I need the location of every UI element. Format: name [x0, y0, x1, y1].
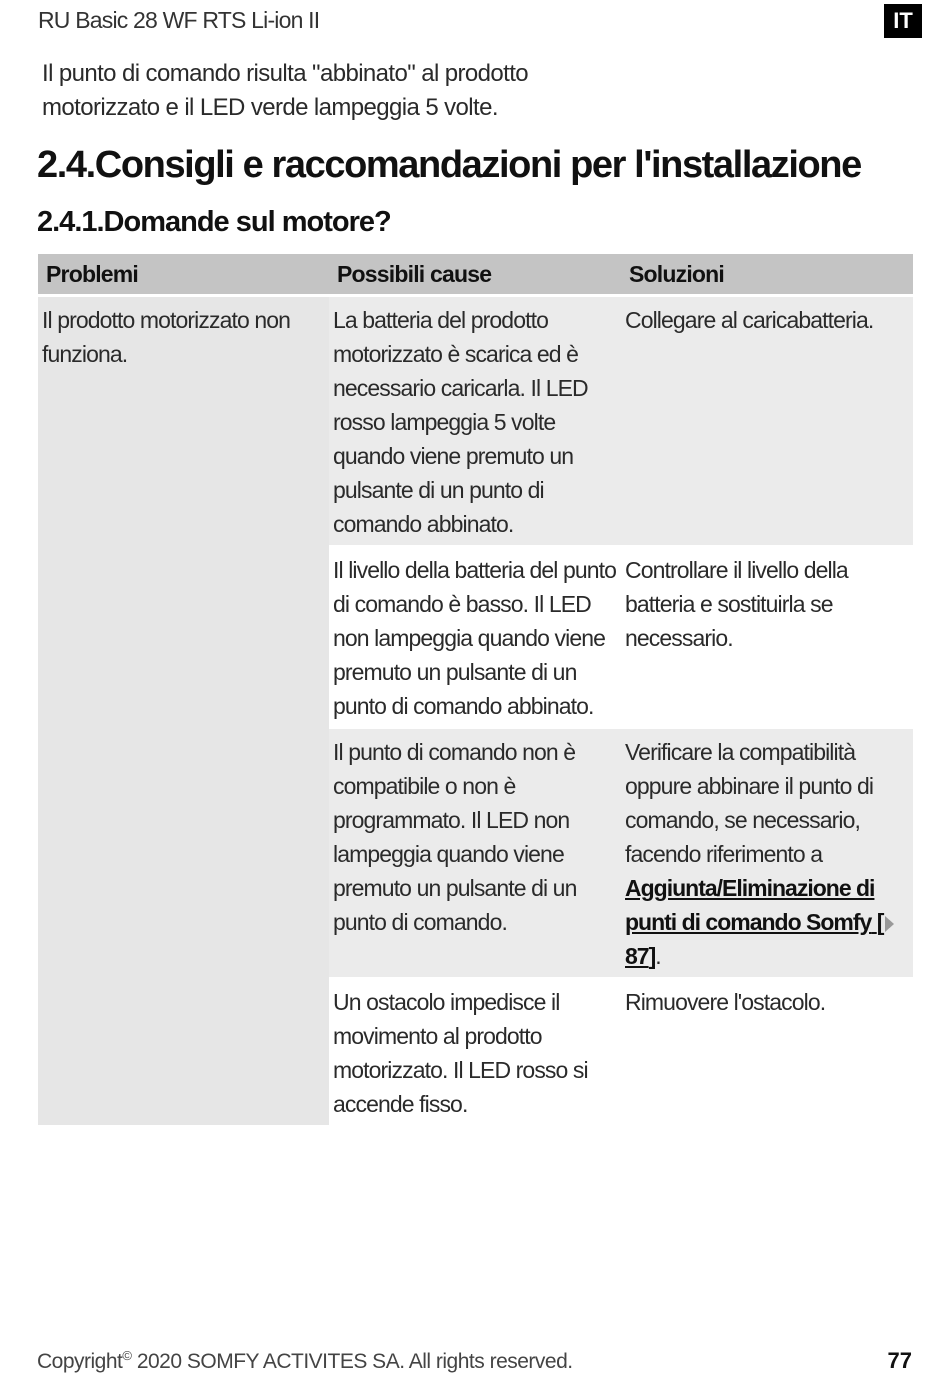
table-row	[38, 297, 913, 547]
copyright-symbol: ©	[122, 1348, 132, 1363]
page-ref-arrow-icon	[885, 916, 894, 932]
cause-cell: Il livello della batteria del punto di comando è basso. Il LED non lampeggia quando viene premuto un pulsante di un punto di comando abbinato.	[329, 547, 621, 729]
cause-cell: La batteria del prodotto motorizzato è scarica ed è necessario caricarla. Il LED rosso lampeggia 5 volte quando viene premuto un pulsante di un punto di comando abbinato.	[329, 297, 621, 547]
column-header-problems: Problemi	[38, 254, 329, 297]
intro-line-2: motorizzato e il LED verde lampeggia 5 volte.	[42, 94, 498, 121]
cause-cell: Il punto di comando non è compatibile o non è programmato. Il LED non lampeggia quando viene premuto un pulsante di un punto di comando.	[329, 729, 621, 979]
table-header-row	[38, 254, 913, 297]
page-ref-open-bracket[interactable]: [	[876, 909, 884, 935]
solution-text: Verificare la compatibilità oppure abbinare il punto di comando, se necessario, facendo riferimento a	[625, 739, 874, 867]
copyright-notice	[37, 1348, 573, 1374]
intro-paragraph	[42, 57, 602, 125]
troubleshooting-table	[38, 254, 913, 1127]
intro-line-1: Il punto di comando risulta "abbinato" al prodotto	[42, 60, 529, 87]
solution-cell	[621, 729, 913, 979]
page-ref-number[interactable]: 87	[625, 943, 649, 969]
cause-cell: Un ostacolo impedisce il movimento al prodotto motorizzato. Il LED rosso si accende fisso.	[329, 979, 621, 1127]
solution-cell: Rimuovere l'ostacolo.	[621, 979, 913, 1127]
page-ref-close-bracket[interactable]: ]	[648, 943, 656, 969]
problem-cell: Il prodotto motorizzato non funziona.	[38, 297, 329, 1127]
column-header-causes: Possibili cause	[329, 254, 621, 297]
column-header-solutions: Soluzioni	[621, 254, 913, 297]
solution-period: .	[655, 943, 661, 969]
document-title: RU Basic 28 WF RTS Li-ion II	[38, 7, 320, 33]
copyright-text: 2020 SOMFY ACTIVITES SA. All rights reserved.	[131, 1350, 573, 1373]
solution-cell: Collegare al caricabatteria.	[621, 297, 913, 547]
page-number: 77	[887, 1348, 912, 1373]
copyright-prefix: Copyright	[37, 1350, 123, 1373]
section-heading: 2.4.Consigli e raccomandazioni per l'installazione	[37, 144, 861, 186]
language-badge: IT	[884, 4, 922, 38]
solution-cell: Controllare il livello della batteria e sostituirla se necessario.	[621, 547, 913, 729]
cross-reference-link[interactable]	[625, 875, 897, 969]
cross-reference-title[interactable]: Aggiunta/Eliminazione di punti di comando Somfy	[625, 875, 875, 935]
subsection-heading: 2.4.1.Domande sul motore?	[37, 206, 391, 238]
